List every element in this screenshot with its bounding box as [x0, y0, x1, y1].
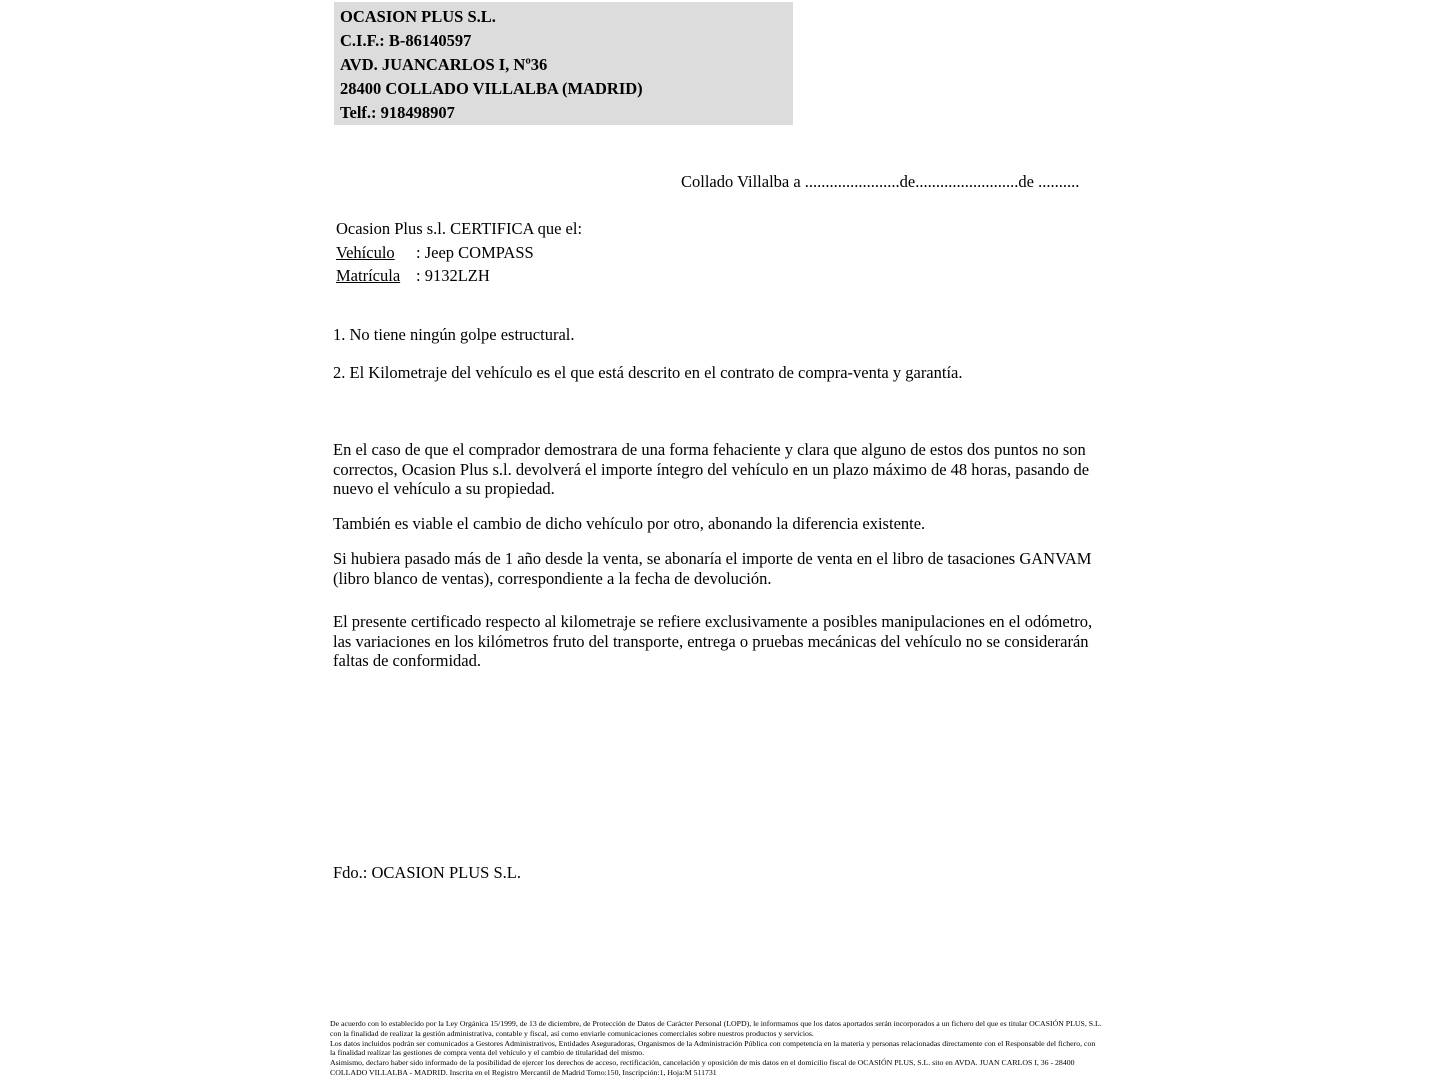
refund-clause-paragraph: En el caso de que el comprador demostrara de una forma fehaciente y clara que alguno de estos dos puntos no son correctos, Ocasion Plus s.l. devolverá el importe íntegro del vehículo en un plazo máximo de 48 horas, pasando de nuevo el vehículo a su propiedad. [333, 440, 1090, 499]
vehicle-label: Vehículo [336, 242, 395, 262]
vehicle-field [336, 241, 582, 265]
data-sharing-paragraph: Los datos incluidos podrán ser comunicados a Gestores Administrativos, Entidades Aseguradoras, Organismos de la Administración Pública con competencia en la materia y personas relacionadas directamente con el Responsable del fichero, con la finalidad realizar las gestiones de compra venta del vehículo y el cambio de titularidad del mismo. [330, 1038, 1096, 1058]
ganvam-clause-paragraph: Si hubiera pasado más de 1 año desde la venta, se abonaría el importe de venta en el libro de tasaciones GANVAM (libro blanco de ventas), correspondiente a la fecha de devolución. [333, 549, 1092, 588]
certified-point-1: 1. No tiene ningún golpe estructural. [333, 325, 575, 344]
company-city: 28400 COLLADO VILLALBA (MADRID) [340, 79, 643, 98]
company-phone: Telf.: 918498907 [340, 103, 455, 122]
certified-point-2: 2. El Kilometraje del vehículo es el que está descrito en el contrato de compra-venta y garantía. [333, 363, 963, 382]
company-header-box [334, 2, 793, 125]
certificate-block [336, 217, 582, 288]
odometer-clause-paragraph: El presente certificado respecto al kilometraje se refiere exclusivamente a posibles manipulaciones en el odómetro, las variaciones en los kilómetros fruto del transporte, entrega o pruebas mecánicas del vehículo no se considerarán faltas de conformidad. [333, 612, 1093, 671]
lopd-paragraph: De acuerdo con lo establecido por la Ley Orgánica 15/1999, de 13 de diciembre, de Protección de Datos de Carácter Personal (LOPD), le informamos que los datos aportados serán incorporados a un fichero del que es titular OCASIÓN PLUS, S.L. con la finalidad de realizar la gestión administrativa, contable y fiscal, así como enviarle comunicaciones comerciales sobre nuestros productos y servicios. [330, 1019, 1102, 1038]
certificate-intro: Ocasion Plus s.l. CERTIFICA que el: [336, 219, 583, 238]
company-address: AVD. JUANCARLOS I, Nº36 [340, 55, 548, 74]
plate-value: : 9132LZH [416, 266, 490, 285]
plate-label: Matrícula [336, 266, 401, 285]
signature-line: Fdo.: OCASION PLUS S.L. [333, 863, 521, 882]
vehicle-value: : Jeep COMPASS [416, 242, 534, 262]
legal-footer [330, 1019, 1102, 1078]
plate-field [336, 264, 582, 288]
company-cif: C.I.F.: B-86140597 [340, 31, 472, 50]
company-name: OCASION PLUS S.L. [340, 7, 496, 26]
exchange-clause-paragraph: También es viable el cambio de dicho vehículo por otro, abonando la diferencia existente. [333, 514, 926, 533]
rights-registry-paragraph: Asimismo, declaro haber sido informado de la posibilidad de ejercer los derechos de acceso, rectificación, cancelación y oposición de mis datos en el domicilio fiscal de OCASIÓN PLUS, S.L. sito en AVDA. JUAN CARLOS I, 36 - 28400 COLLADO VILLALBA - MADRID. Inscrita en el Registro Mercantil de Madrid Tomo:150, Inscripción:1, Hoja:M 511731 [330, 1058, 1075, 1077]
date-fill-line: Collado Villalba a .......................de.........................de .......... [681, 172, 1080, 191]
